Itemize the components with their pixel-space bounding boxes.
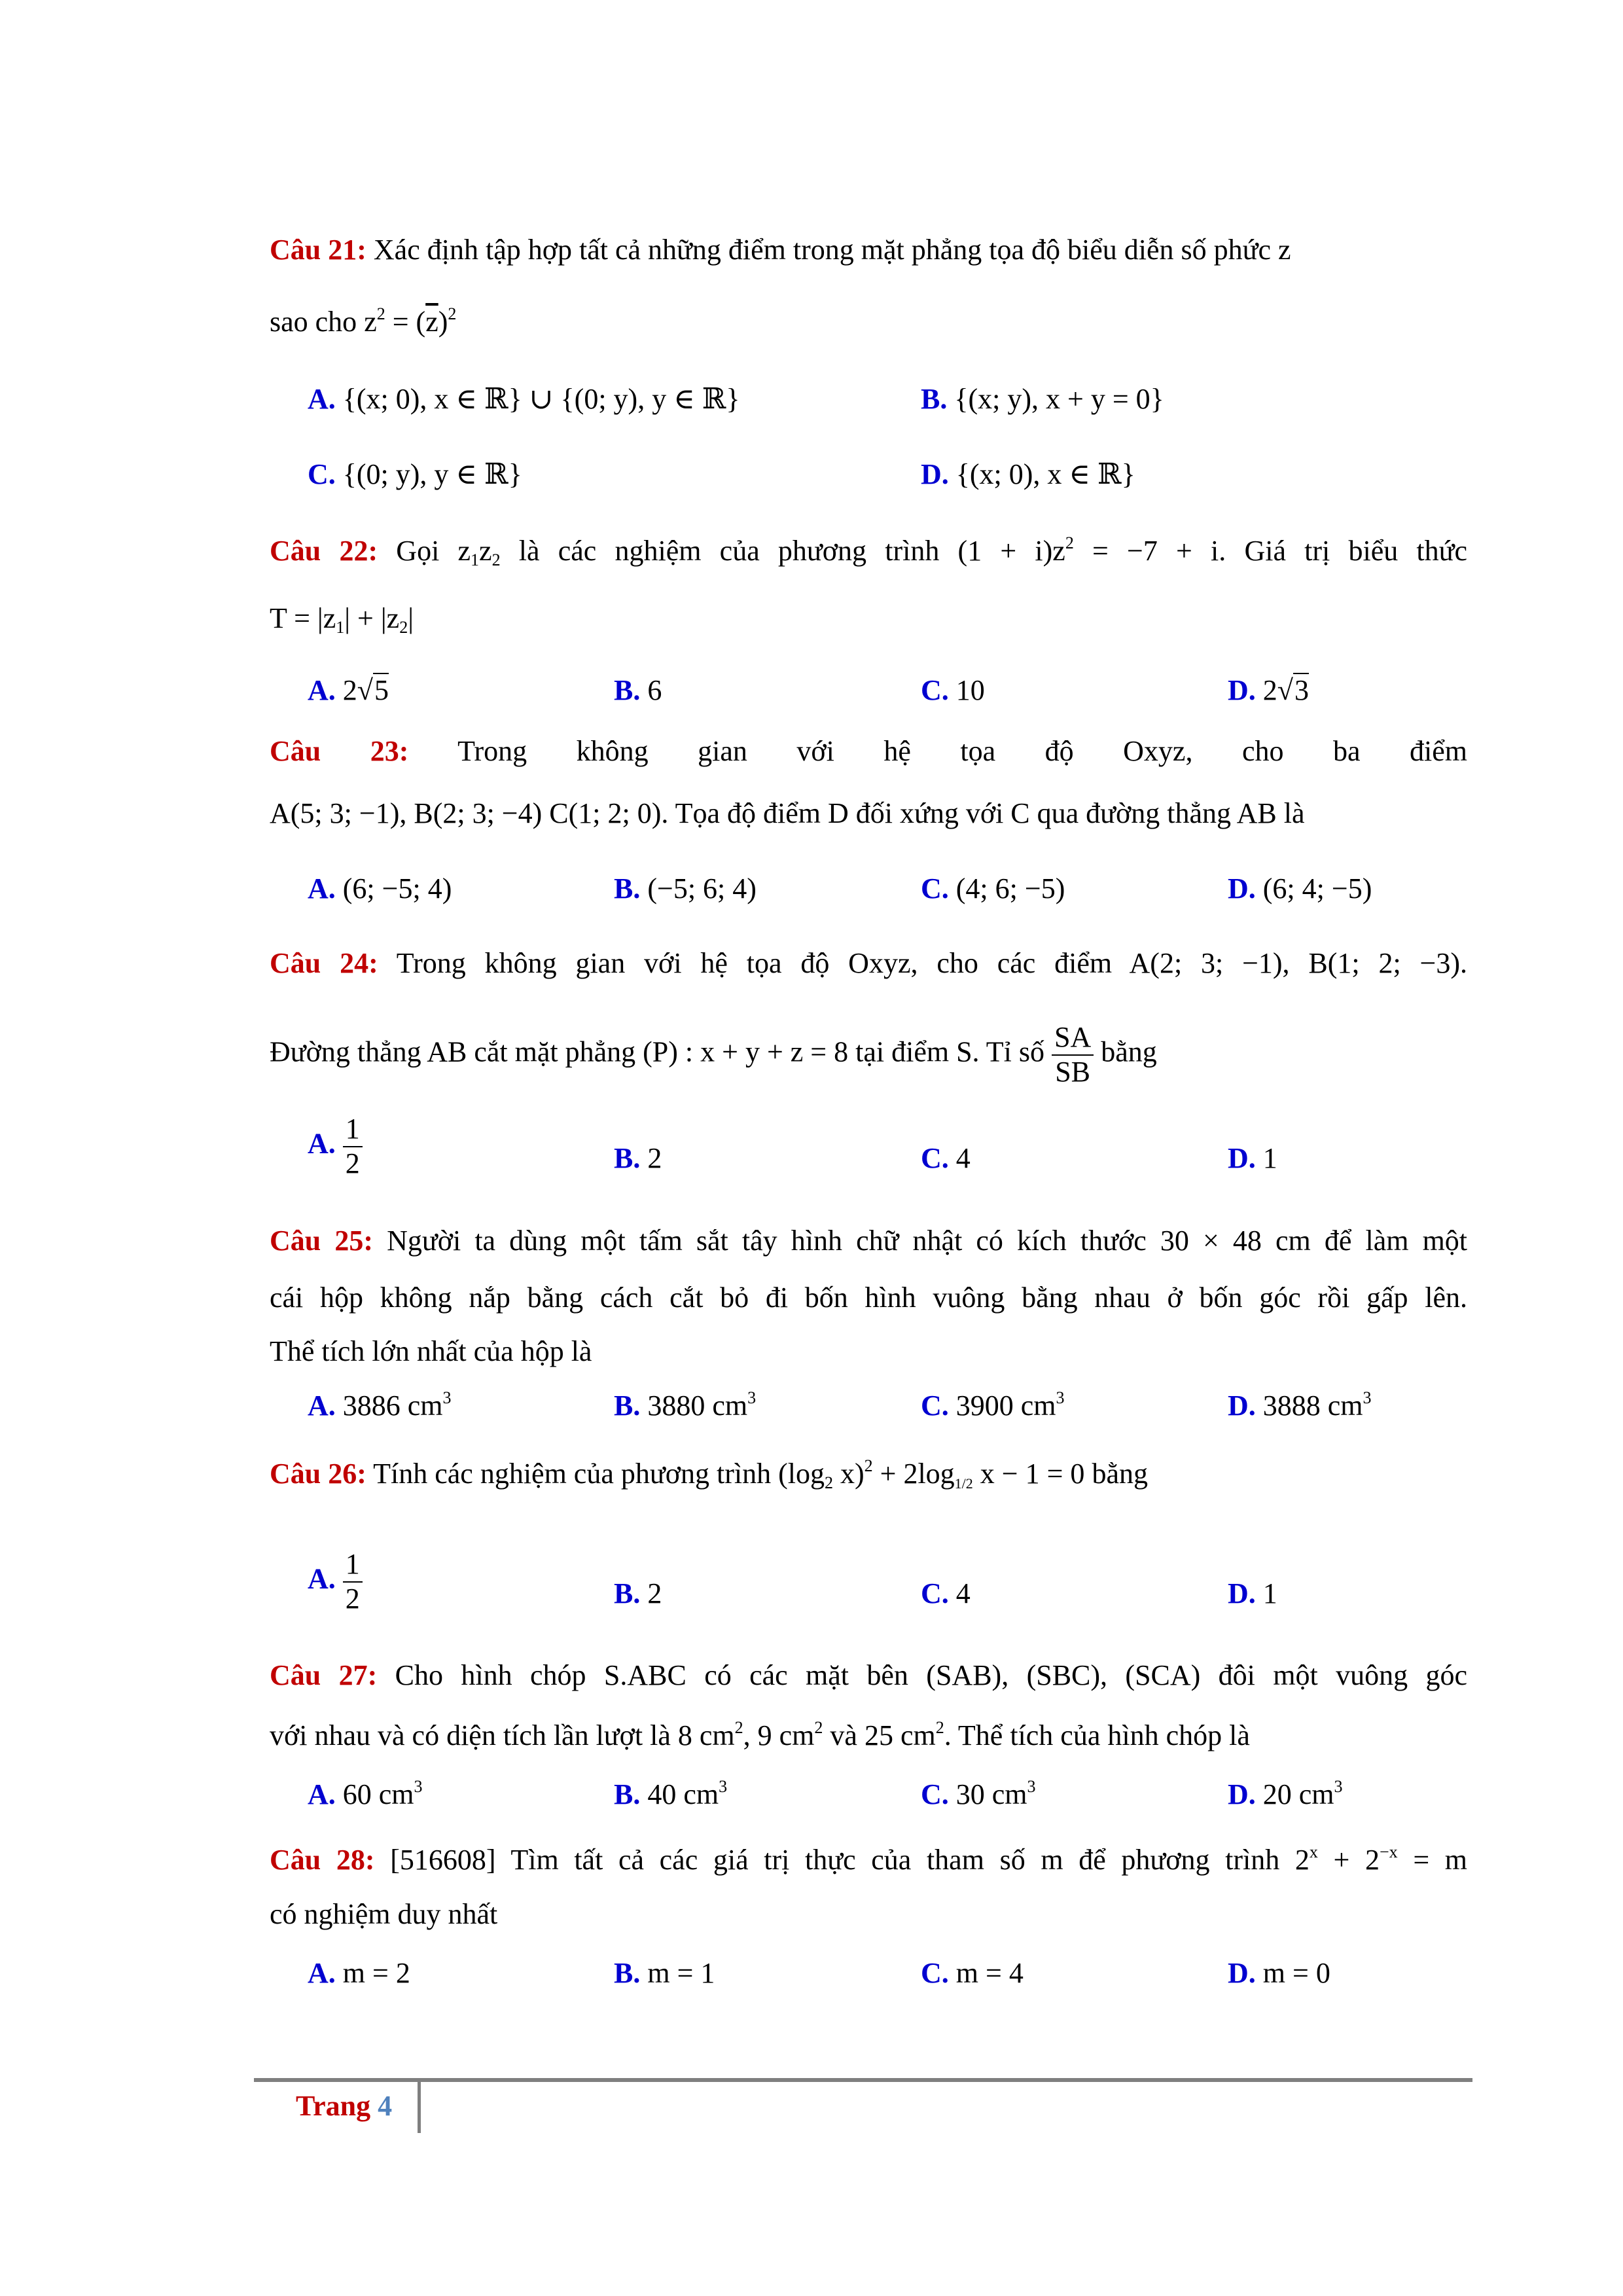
option-25-b[interactable]: B. 3880 $cm^3$ <box>614 1388 757 1422</box>
option-23-a[interactable]: A. (6; −5; 4) <box>308 872 452 905</box>
footer-divider <box>254 2078 1472 2082</box>
option-22-a[interactable]: A. 2√5 <box>308 674 389 706</box>
question-label: Câu 26: <box>270 1458 366 1490</box>
page-footer: Trang 4 <box>296 2090 393 2122</box>
option-21-a[interactable]: A. {(x; 0), x ∈ ℝ} ∪ {(0; y), y ∈ ℝ} <box>308 383 740 415</box>
question-28-text: Câu 28: [516608] Tìm tất cả các giá trị thực của tham số m để phương trình $2^x + 2^{-x} = m$ <box>270 1842 1468 1876</box>
question-24-plane: Đường thẳng AB cắt mặt phẳng (P) : x + y + z = 8 tại điểm S. Tỉ số $\frac{SA}{SB}$ bằng <box>270 1021 1157 1088</box>
option-24-a[interactable]: A. $\frac{1}{2}$ <box>308 1113 363 1180</box>
option-25-a[interactable]: A. 3886 $cm^3$ <box>308 1388 452 1422</box>
option-24-b[interactable]: B. 2 <box>614 1142 662 1174</box>
option-28-b[interactable]: B. m = 1 <box>614 1957 715 1989</box>
question-27-text: Câu 27: Cho hình chóp S.ABC có các mặt bên (SAB), (SBC), (SCA) đôi một vuông góc <box>270 1659 1468 1691</box>
option-27-a[interactable]: A. 60 $cm^3$ <box>308 1777 423 1810</box>
question-label: Câu 24: <box>270 947 378 979</box>
option-26-a[interactable]: A. $\frac{1}{2}$ <box>308 1548 363 1615</box>
question-22-expression: $T = |z_1| + |z_2|$ <box>270 602 414 637</box>
question-24-text: Câu 24: Trong không gian với hệ tọa độ Oxyz, cho các điểm A(2; 3; −1), B(1; 2; −3). <box>270 947 1467 979</box>
question-label: Câu 25: <box>270 1225 373 1257</box>
option-25-d[interactable]: D. 3888 $cm^3$ <box>1228 1388 1372 1422</box>
option-22-d[interactable]: D. 2√3 <box>1228 674 1309 706</box>
option-24-c[interactable]: C. 4 <box>921 1142 971 1174</box>
option-27-c[interactable]: C. 30 $cm^3$ <box>921 1777 1036 1810</box>
footer-vertical-divider <box>418 2082 421 2133</box>
option-22-c[interactable]: C. 10 <box>921 674 985 706</box>
question-26-text: Câu 26: Tính các nghiệm của phương trình ($\log_2$ $x)^2 + 2\log_{1/2}$ x − 1 = 0 bằng <box>270 1456 1148 1492</box>
question-28-line2: có nghiệm duy nhất <box>270 1898 498 1930</box>
ratio-sa-sb: $\frac{SA}{SB}$ <box>1052 1021 1094 1088</box>
question-label: Câu 27: <box>270 1659 378 1691</box>
question-25-line3: Thể tích lớn nhất của hộp là <box>270 1335 592 1367</box>
question-21-condition: sao cho $z^2 = (\overline{z})^2$ <box>270 304 457 338</box>
option-25-c[interactable]: C. 3900 $cm^3$ <box>921 1388 1065 1422</box>
option-21-c[interactable]: C. {(0; y), y ∈ ℝ} <box>308 458 522 490</box>
option-28-a[interactable]: A. m = 2 <box>308 1957 410 1989</box>
option-21-b[interactable]: B. {(x; y), x + y = 0} <box>921 383 1164 415</box>
option-26-c[interactable]: C. 4 <box>921 1577 971 1609</box>
option-21-d[interactable]: D. {(x; 0), x ∈ ℝ} <box>921 458 1135 490</box>
question-25-line2: cái hộp không nắp bằng cách cắt bỏ đi bốn hình vuông bằng nhau ở bốn góc rồi gấp lên. <box>270 1282 1467 1314</box>
page-number: 4 <box>378 2090 393 2122</box>
question-label: Câu 28: <box>270 1844 375 1876</box>
option-23-d[interactable]: D. (6; 4; −5) <box>1228 872 1372 905</box>
option-28-d[interactable]: D. m = 0 <box>1228 1957 1330 1989</box>
option-28-c[interactable]: C. m = 4 <box>921 1957 1024 1989</box>
question-label: Câu 22: <box>270 535 378 567</box>
question-23-points: A(5; 3; −1), B(2; 3; −4) C(1; 2; 0). Tọa độ điểm D đối xứng với C qua đường thẳng AB là <box>270 797 1305 829</box>
option-27-d[interactable]: D. 20 $cm^3$ <box>1228 1777 1343 1810</box>
option-27-b[interactable]: B. 40 $cm^3$ <box>614 1777 728 1810</box>
option-26-b[interactable]: B. 2 <box>614 1577 662 1609</box>
question-25-text: Câu 25: Người ta dùng một tấm sắt tây hình chữ nhật có kích thước 30 × 48 cm để làm một <box>270 1225 1468 1257</box>
question-27-line2: với nhau và có diện tích lần lượt là 8 $cm^2$, 9 $cm^2$ và 25 $cm^2$. Thể tích của hình chóp là <box>270 1718 1250 1751</box>
option-23-b[interactable]: B. (−5; 6; 4) <box>614 872 757 905</box>
question-label: Câu 23: <box>270 735 409 767</box>
question-23-text: Câu 23: Trong không gian với hệ tọa độ Oxyz, cho ba điểm <box>270 735 1467 767</box>
option-24-d[interactable]: D. 1 <box>1228 1142 1277 1174</box>
question-22-text: Câu 22: Gọi $z_1z_2$ là các nghiệm của phương trình $(1 + i)z^2 = -7 + i$. Giá trị biểu thức <box>270 533 1468 569</box>
option-22-b[interactable]: B. 6 <box>614 674 662 706</box>
option-23-c[interactable]: C. (4; 6; −5) <box>921 872 1065 905</box>
question-label: Câu 21: <box>270 234 366 266</box>
question-21-text: Câu 21: Xác định tập hợp tất cả những điểm trong mặt phẳng tọa độ biểu diễn số phức z <box>270 234 1291 266</box>
option-26-d[interactable]: D. 1 <box>1228 1577 1277 1609</box>
